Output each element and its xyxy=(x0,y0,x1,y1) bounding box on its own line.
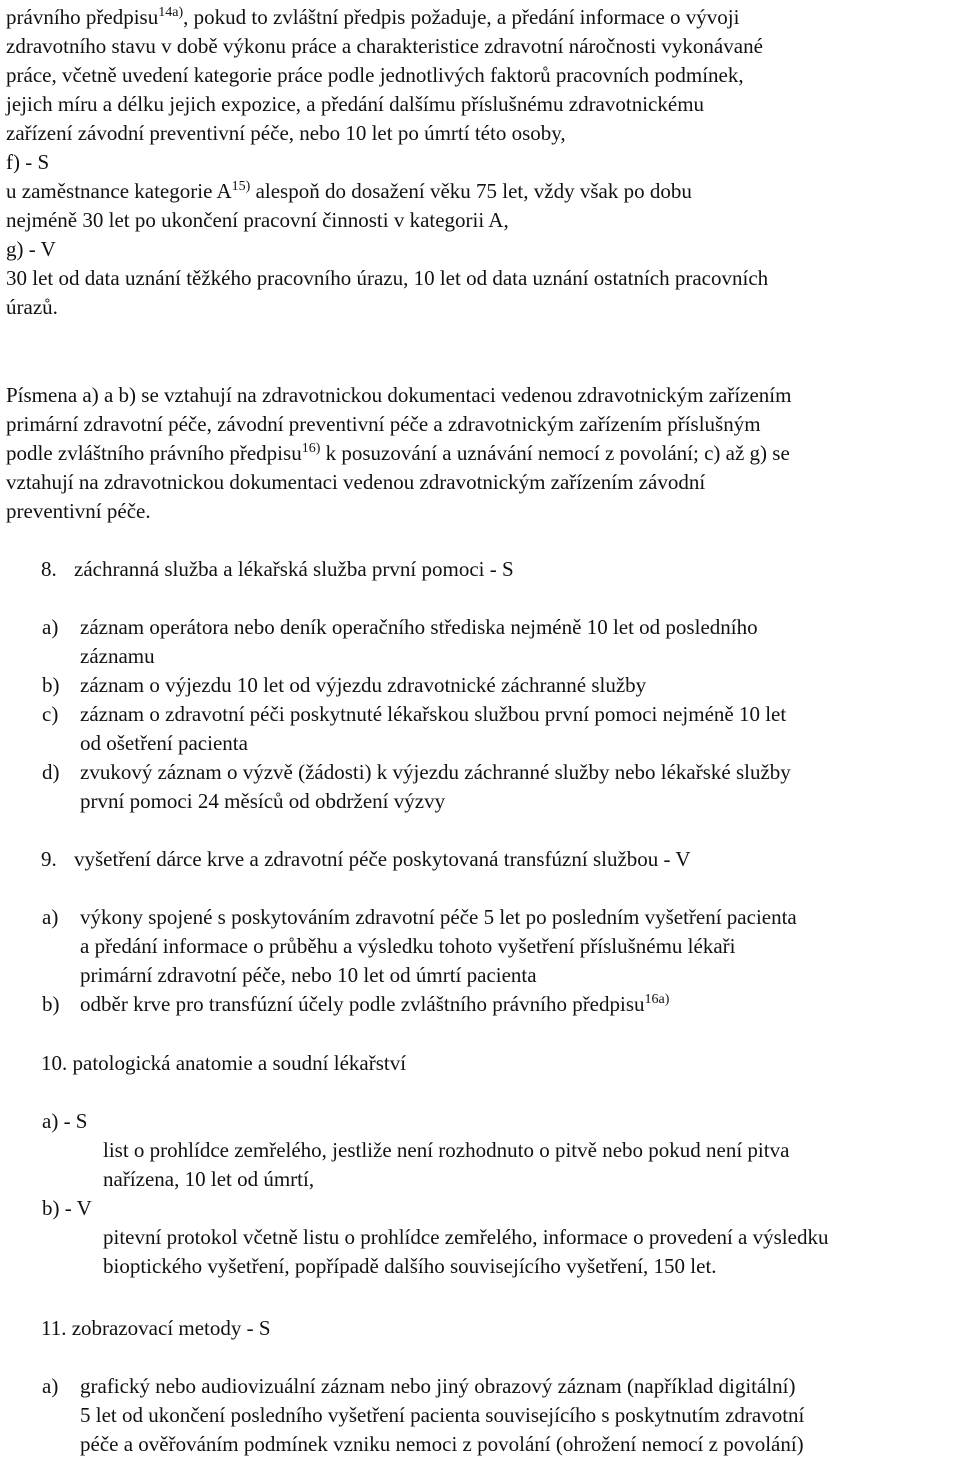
item-text xyxy=(103,1136,958,1194)
text-line: Písmena a) a b) se vztahují na zdravotnickou dokumentaci vedenou zdravotnickým zařízením xyxy=(6,383,792,407)
text-line: zvukový záznam o výzvě (žádosti) k výjezdu záchranné služby nebo lékařské služby xyxy=(80,760,791,784)
explanatory-paragraph xyxy=(6,381,791,526)
text-line: primární zdravotní péče, závodní preventivní péče a zdravotnickým zařízením příslušným xyxy=(6,412,761,436)
item-label: b) - V xyxy=(42,1196,92,1220)
text-line: záznam operátora nebo deník operačního střediska nejméně 10 let od posledního xyxy=(80,615,758,639)
text-line: úrazů. xyxy=(6,295,58,319)
list-item xyxy=(6,613,958,671)
text-line: grafický nebo audiovizuální záznam nebo jiný obrazový záznam (například digitální) xyxy=(80,1374,796,1398)
text-line: nařízena, 10 let od úmrtí, xyxy=(103,1167,315,1191)
text-line: 5 let od ukončení posledního vyšetření pacienta souvisejícího s poskytnutím zdravotní xyxy=(80,1403,805,1427)
text-line: záznam o zdravotní péči poskytnuté lékařskou službou první pomoci nejméně 10 let xyxy=(80,702,787,726)
text-span: k posuzování a uznávání nemocí z povolání; c) až g) se xyxy=(320,441,790,465)
item-label: f) - S xyxy=(6,150,50,174)
footnote-ref: 14a) xyxy=(158,5,184,20)
list-item xyxy=(6,903,958,990)
text-line: záznam o výjezdu 10 let od výjezdu zdravotnické záchranné služby xyxy=(80,673,647,697)
section-11-list xyxy=(6,1372,958,1459)
section-8-heading xyxy=(41,555,514,584)
text-span: podle zvláštního právního předpisu xyxy=(6,441,302,465)
item-label: a) - S xyxy=(42,1109,88,1133)
section-10-heading xyxy=(41,1049,406,1078)
item-marker: c) xyxy=(42,702,59,726)
text-span: , pokud to zvláštní předpis požaduje, a předání informace o vývoji xyxy=(183,5,740,29)
item-marker: a) xyxy=(42,1374,59,1398)
text-line xyxy=(6,3,768,32)
section-8-list xyxy=(6,613,958,816)
text-line xyxy=(6,439,791,468)
footnote-ref: 16a) xyxy=(644,992,670,1007)
list-item xyxy=(6,758,958,816)
text-span: u zaměstnance kategorie A xyxy=(6,179,232,203)
text-span: právního předpisu xyxy=(6,5,159,29)
text-line: zdravotního stavu v době výkonu práce a charakteristice zdravotní náročnosti vykonávané xyxy=(6,34,763,58)
text-line: 30 let od data uznání těžkého pracovního úrazu, 10 let od data uznání ostatních pracovních xyxy=(6,266,769,290)
text-line: list o prohlídce zemřelého, jestliže není rozhodnuto o pitvě nebo pokud není pitva xyxy=(103,1138,790,1162)
text-line: záznamu xyxy=(80,644,155,668)
text-line: práce, včetně uvedení kategorie práce podle jednotlivých faktorů pracovních podmínek, xyxy=(6,63,744,87)
footnote-ref: 16) xyxy=(301,441,321,456)
text-line: pitevní protokol včetně listu o prohlídce zemřelého, informace o provedení a výsledku xyxy=(103,1225,829,1249)
section-title: záchranná služba a lékařská služba první pomoci - S xyxy=(74,557,514,581)
text-line: výkony spojené s poskytováním zdravotní péče 5 let po posledním vyšetření pacienta xyxy=(80,905,797,929)
text-line: zařízení závodní preventivní péče, nebo 10 let po úmrtí této osoby, xyxy=(6,121,566,145)
item-marker: d) xyxy=(42,760,60,784)
text-span: alespoň do dosažení věku 75 let, vždy však po dobu xyxy=(250,179,692,203)
text-line: od ošetření pacienta xyxy=(80,731,248,755)
text-line: vztahují na zdravotnickou dokumentaci vedenou zdravotnickým zařízením závodní xyxy=(6,470,706,494)
section-number: 8. xyxy=(41,557,57,581)
footnote-ref: 15) xyxy=(231,179,251,194)
item-marker: a) xyxy=(42,905,59,929)
section-9-heading xyxy=(41,845,691,874)
item-label: g) - V xyxy=(6,237,56,261)
text-line: a předání informace o průběhu a výsledku tohoto vyšetření příslušnému lékaři xyxy=(80,934,736,958)
text-line xyxy=(80,990,958,1019)
section-title: 11. zobrazovací metody - S xyxy=(41,1316,271,1340)
item-text xyxy=(103,1223,958,1281)
text-line: primární zdravotní péče, nebo 10 let od úmrtí pacienta xyxy=(80,963,537,987)
item-marker: b) xyxy=(42,992,60,1016)
text-line: jejich míru a délku jejich expozice, a předání dalšímu příslušnému zdravotnickému xyxy=(6,92,705,116)
section-title: vyšetření dárce krve a zdravotní péče poskytovaná transfúzní službou - V xyxy=(74,847,691,871)
section-11-heading xyxy=(41,1314,271,1343)
list-item xyxy=(6,700,958,758)
text-line: nejméně 30 let po ukončení pracovní činnosti v kategorii A, xyxy=(6,208,509,232)
text-line xyxy=(6,177,768,206)
text-line: první pomoci 24 měsíců od obdržení výzvy xyxy=(80,789,446,813)
text-line: preventivní péče. xyxy=(6,499,151,523)
list-item xyxy=(6,990,958,1019)
section-number: 9. xyxy=(41,847,57,871)
item-marker: a) xyxy=(42,615,59,639)
list-item xyxy=(6,1372,958,1459)
continuation-block xyxy=(6,3,768,322)
text-line: péče a ověřováním podmínek vzniku nemoci z povolání (ohrožení nemocí z povolání) xyxy=(80,1432,804,1456)
section-title: 10. patologická anatomie a soudní lékařství xyxy=(41,1051,407,1075)
list-item xyxy=(6,671,958,700)
section-9-list xyxy=(6,903,958,1019)
text-line: bioptického vyšetření, popřípadě dalšího souvisejícího vyšetření, 150 let. xyxy=(103,1254,717,1278)
section-10-list xyxy=(42,1107,958,1281)
item-marker: b) xyxy=(42,673,60,697)
text-span: odběr krve pro transfúzní účely podle zvláštního právního předpisu xyxy=(80,992,645,1016)
